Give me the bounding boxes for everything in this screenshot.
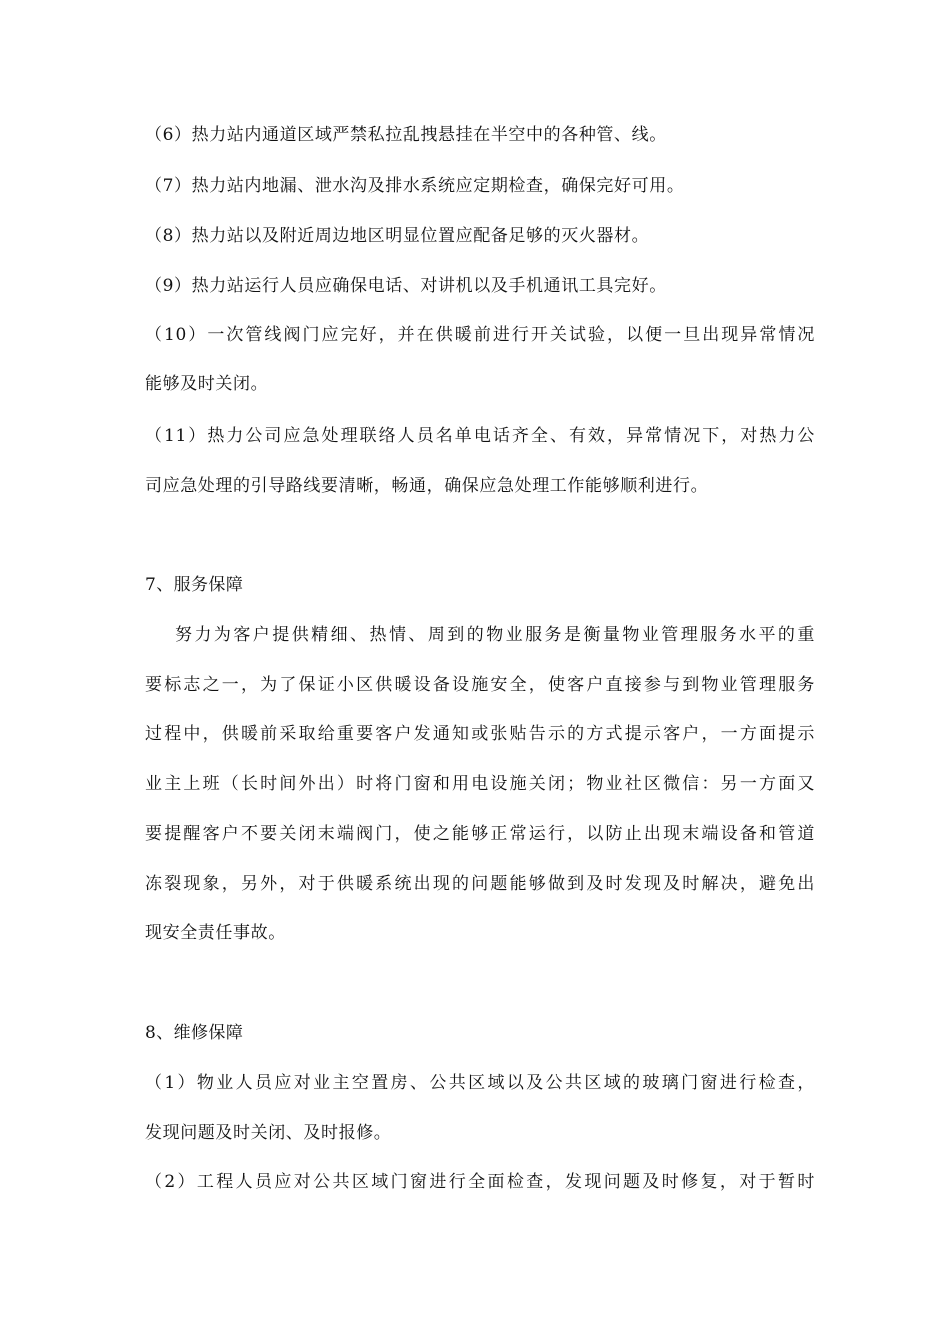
section-7-para-line-6: 冻裂现象，另外，对于供暖系统出现的问题能够做到及时发现及时解决，避免出 bbox=[145, 874, 815, 894]
section-7-para-line-7: 现安全责任事故。 bbox=[145, 923, 286, 943]
section-7-para-line-3: 过程中，供暖前采取给重要客户发通知或张贴告示的方式提示客户，一方面提示 bbox=[145, 724, 815, 744]
section-8-item-1-line-2: 发现问题及时关闭、及时报修。 bbox=[145, 1123, 392, 1143]
section-7-para-line-1: 努力为客户提供精细、热情、周到的物业服务是衡量物业管理服务水平的重 bbox=[175, 625, 815, 645]
section-8-item-2-line-1: （2）工程人员应对公共区域门窗进行全面检查，发现问题及时修复，对于暂时 bbox=[145, 1172, 815, 1192]
section-7-heading: 7、服务保障 bbox=[145, 575, 244, 595]
item-11-line-1: （11）热力公司应急处理联络人员名单电话齐全、有效，异常情况下，对热力公 bbox=[145, 426, 815, 446]
section-7-para-line-2: 要标志之一，为了保证小区供暖设备设施安全，使客户直接参与到物业管理服务 bbox=[145, 675, 815, 695]
item-11-line-2: 司应急处理的引导路线要清晰，畅通，确保应急处理工作能够顺利进行。 bbox=[145, 476, 709, 496]
section-7-para-line-4: 业主上班（长时间外出）时将门窗和用电设施关闭；物业社区微信：另一方面又 bbox=[145, 774, 815, 794]
section-8-heading: 8、维修保障 bbox=[145, 1023, 244, 1043]
item-6: （6）热力站内通道区域严禁私拉乱拽悬挂在半空中的各种管、线。 bbox=[145, 125, 667, 145]
item-10-line-2: 能够及时关闭。 bbox=[145, 374, 269, 394]
item-7: （7）热力站内地漏、泄水沟及排水系统应定期检查，确保完好可用。 bbox=[145, 176, 685, 196]
section-8-item-1-line-1: （1）物业人员应对业主空置房、公共区域以及公共区域的玻璃门窗进行检查， bbox=[145, 1073, 815, 1093]
item-10-line-1: （10）一次管线阀门应完好，并在供暖前进行开关试验，以便一旦出现异常情况 bbox=[145, 325, 815, 345]
item-8: （8）热力站以及附近周边地区明显位置应配备足够的灭火器材。 bbox=[145, 226, 650, 246]
item-9: （9）热力站运行人员应确保电话、对讲机以及手机通讯工具完好。 bbox=[145, 276, 667, 296]
section-7-para-line-5: 要提醒客户不要关闭末端阀门，使之能够正常运行，以防止出现末端设备和管道 bbox=[145, 824, 815, 844]
